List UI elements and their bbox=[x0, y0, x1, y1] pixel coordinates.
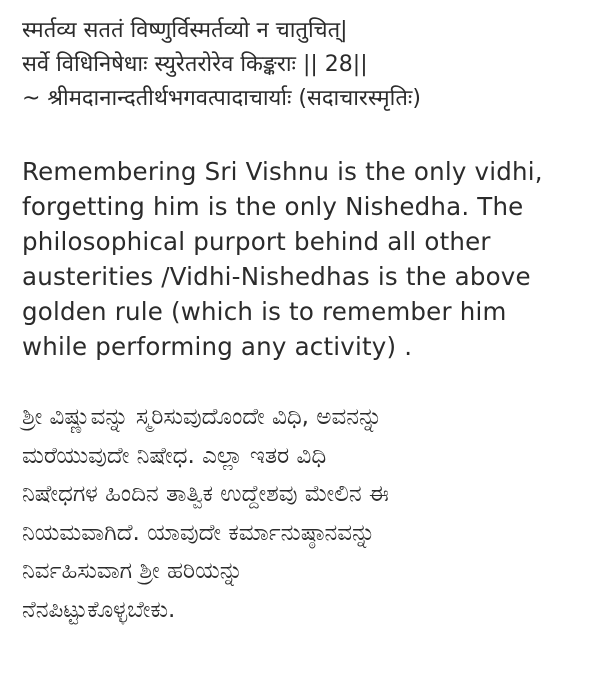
kannada-translation bbox=[22, 398, 588, 629]
english-line-2: forgetting him is the only Nishedha. The bbox=[22, 192, 524, 221]
kannada-line-4: ನಿಯಮವಾಗಿದೆ. ಯಾವುದೇ ಕರ್ಮಾನುಷ್ಠಾನವನ್ನು bbox=[22, 519, 376, 546]
english-translation bbox=[22, 154, 588, 364]
verse-line-1: स्मर्तव्य सततं विष्णुर्विस्मर्तव्यो न चातुचित्| bbox=[22, 18, 348, 43]
english-line-3: philosophical purport behind all other bbox=[22, 227, 491, 256]
kannada-line-6: ನೆನಪಿಟ್ಟುಕೊಳ್ಳಬೇಕು. bbox=[22, 596, 176, 623]
english-line-1: Remembering Sri Vishnu is the only vidhi, bbox=[22, 157, 543, 186]
english-line-6: while performing any activity) . bbox=[22, 332, 413, 361]
sanskrit-verse bbox=[22, 14, 588, 116]
kannada-line-2: ಮರೆಯುವುದೇ ನಿಷೇಧ. ಎಲ್ಲಾ ಇತರ ವಿಧಿ bbox=[22, 442, 327, 469]
english-line-4: austerities /Vidhi-Nishedhas is the above bbox=[22, 262, 531, 291]
verse-line-2: सर्वे विधिनिषेधाः स्युरेतरोरेव किङ्कराः || 28|| bbox=[22, 52, 368, 77]
english-line-5: golden rule (which is to remember him bbox=[22, 297, 507, 326]
kannada-line-5: ನಿರ್ವಹಿಸುವಾಗ ಶ್ರೀ ಹರಿಯನ್ನು bbox=[22, 558, 243, 584]
verse-attribution: ~ श्रीमदानान्दतीर्थभगवत्पादाचार्याः (सदाचारस्मृतिः) bbox=[22, 86, 421, 111]
kannada-line-1: ಶ್ರೀ ವಿಷ್ಣುವನ್ನು ಸ್ಮರಿಸುವುದೊಂದೇ ವಿಧಿ, ಅವನನ್ನು bbox=[22, 404, 383, 430]
kannada-line-3: ನಿಷೇಧಗಳ ಹಿಂದಿನ ತಾತ್ವಿಕ ಉದ್ದೇಶವು ಮೇಲಿನ ಈ bbox=[22, 481, 389, 507]
